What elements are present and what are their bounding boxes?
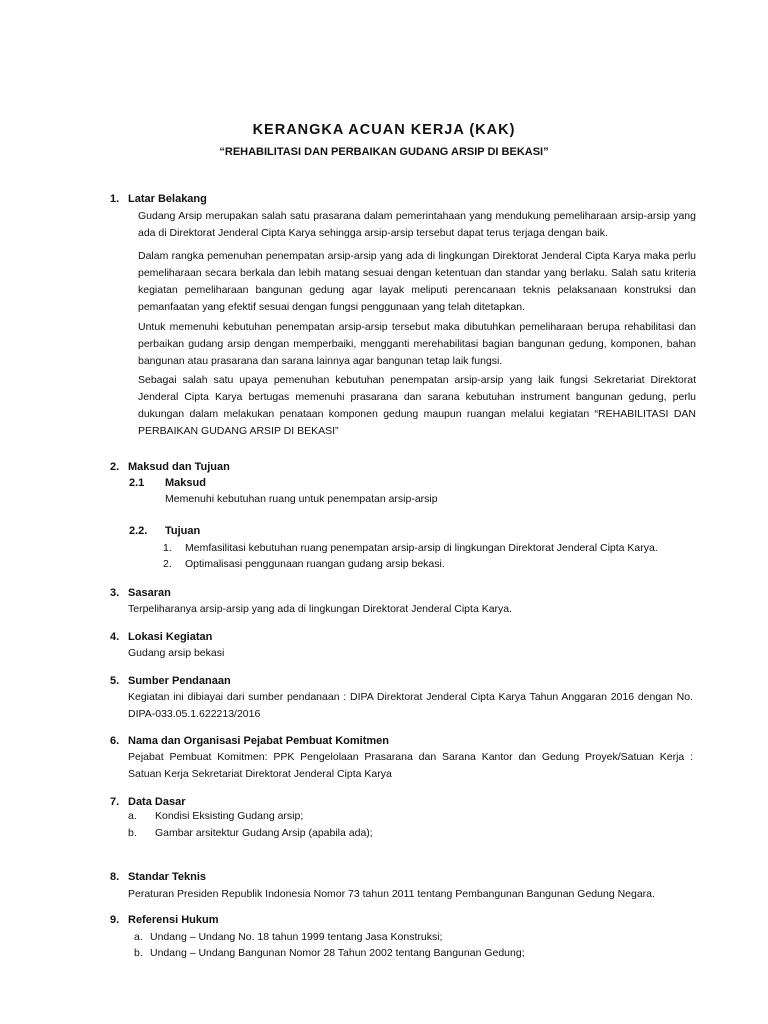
section-number: 9. [110,914,120,926]
section-heading-lokasi [110,631,212,643]
list-item-text: Kondisi Eksisting Gudang arsip; [155,810,304,822]
subsection-heading-maksud [129,477,206,489]
list-item [128,810,303,822]
list-marker: 1. [163,542,172,554]
list-marker: a. [134,931,143,943]
section-title: Referensi Hukum [128,914,219,926]
list-item-text: Undang – Undang No. 18 tahun 1999 tentang Jasa Konstruksi; [150,931,443,943]
paragraph-line: Sebagai salah satu upaya pemenuhan kebutuhan penempatan arsip-arsip yang laik fungsi Sekretariat Direktorat [138,374,696,386]
paragraph-line: Pejabat Pembuat Komitmen: PPK Pengelolaan Prasarana dan Sarana Kantor dan Gedung Proyek/Satuan Kerja : [128,751,693,763]
section-title: Standar Teknis [128,871,207,883]
section-title: Data Dasar [128,796,186,808]
paragraph-line: pemeliharaan secara berkala dan lebih matang sesuai dengan ketentuan dan standar yang berlaku. Salah satu kriteria [138,267,696,279]
list-marker: a. [128,810,137,822]
paragraph-line: bangunan atau prasarana dan sarana lainnya agar bangunan tetap laik fungsi. [138,355,503,367]
list-marker: b. [134,947,143,959]
paragraph-line: perbaikan gudang arsip dengan memperbaiki, mengganti merehabilitasi bagian bangunan gedung, komponen, bahan [138,338,696,350]
list-item [134,931,442,943]
subsection-text: Memenuhi kebutuhan ruang untuk penempatan arsip-arsip [165,493,438,505]
section-text: Terpeliharanya arsip-arsip yang ada di lingkungan Direktorat Jenderal Cipta Karya. [128,603,513,615]
section-heading-latar-belakang [110,193,207,205]
list-item [134,947,525,959]
paragraph-line: kegiatan pemeliharaan bangunan gedung agar layak meliputi perencanaan teknis pelaksanaan konstruksi dan [138,284,696,296]
subsection-title: Tujuan [165,525,201,537]
paragraph-line: dukungan dalam melakukan penataan komponen gedung maupun ruangan melalui kegiatan “REHABILITASI DAN [138,408,696,420]
subsection-title: Maksud [165,477,206,489]
paragraph [138,372,696,440]
section-number: 3. [110,587,120,599]
section-heading-referensi-hukum [110,914,218,926]
paragraph [138,248,696,316]
list-item-text: Undang – Undang Bangunan Nomor 28 Tahun 2002 tentang Bangunan Gedung; [150,947,525,959]
document-title: KERANGKA ACUAN KERJA (KAK) [252,122,516,138]
section-text [128,749,693,783]
section-heading-sasaran [110,587,171,599]
section-text: Peraturan Presiden Republik Indonesia Nomor 73 tahun 2011 tentang Pembangunan Bangunan Gedung Negara. [128,888,655,900]
paragraph [138,319,696,370]
section-title: Maksud dan Tujuan [128,461,230,473]
list-item [128,827,373,839]
paragraph-line: Jenderal Cipta Karya bertugas memenuhi prasarana dan sarana kebutuhan instrument bangunan gedung, perlu [138,391,696,403]
section-heading-maksud-tujuan [110,461,230,473]
section-number: 2. [110,461,120,473]
paragraph-line: DIPA-033.05.1.622213/2016 [128,708,261,720]
section-title: Lokasi Kegiatan [128,631,213,643]
section-number: 1. [110,193,120,205]
paragraph-line: Untuk memenuhi kebutuhan penempatan arsip-arsip tersebut maka dibutuhkan pemeliharaan berupa rehabilitasi dan [138,321,696,333]
section-heading-pejabat [110,735,389,747]
paragraph-line: ada di Direktorat Jenderal Cipta Karya sehingga arsip-arsip tersebut dapat terus terjaga dengan baik. [138,227,608,239]
section-text: Gudang arsip bekasi [128,647,225,659]
section-title: Nama dan Organisasi Pejabat Pembuat Komitmen [128,735,390,747]
list-marker: 2. [163,558,172,570]
list-item-text: Optimalisasi penggunaan ruangan gudang arsip bekasi. [185,558,445,570]
section-number: 8. [110,871,120,883]
paragraph-line: Kegiatan ini dibiayai dari sumber pendanaan : DIPA Direktorat Jenderal Cipta Karya Tahun Anggaran 2016 dengan No. [128,691,693,703]
section-number: 7. [110,796,120,808]
subsection-number: 2.2. [129,525,148,537]
section-text [128,689,693,723]
subsection-heading-tujuan [129,525,200,537]
paragraph-line: pemanfaatan yang efektif sesuai dengan fungsi penggunaan yang telah ditetapkan. [138,301,526,313]
list-item [163,542,658,554]
paragraph-line: Gudang Arsip merupakan salah satu prasarana dalam pemerintahaan yang mendukung pemeliharaan arsip-arsip yang [138,210,696,222]
subsection-number: 2.1 [129,477,145,489]
section-title: Latar Belakang [128,193,207,205]
section-number: 5. [110,675,120,687]
list-marker: b. [128,827,137,839]
section-title: Sasaran [128,587,171,599]
list-item-text: Memfasilitasi kebutuhan ruang penempatan arsip-arsip di lingkungan Direktorat Jenderal Cipta Karya. [185,542,658,554]
paragraph [138,208,696,242]
section-heading-data-dasar [110,796,185,808]
section-number: 4. [110,631,120,643]
section-heading-sumber-pendanaan [110,675,231,687]
list-item-text: Gambar arsitektur Gudang Arsip (apabila ada); [155,827,373,839]
paragraph-line: PERBAIKAN GUDANG ARSIP DI BEKASI” [138,425,339,437]
section-number: 6. [110,735,120,747]
document-subtitle: “REHABILITASI DAN PERBAIKAN GUDANG ARSIP DI BEKASI” [219,146,549,158]
list-item [163,558,445,570]
section-heading-standar-teknis [110,871,206,883]
section-title: Sumber Pendanaan [128,675,231,687]
paragraph-line: Dalam rangka pemenuhan penempatan arsip-arsip yang ada di lingkungan Direktorat Jenderal Cipta Karya maka perlu [138,250,696,262]
paragraph-line: Satuan Kerja Sekretariat Direktorat Jenderal Cipta Karya [128,768,392,780]
